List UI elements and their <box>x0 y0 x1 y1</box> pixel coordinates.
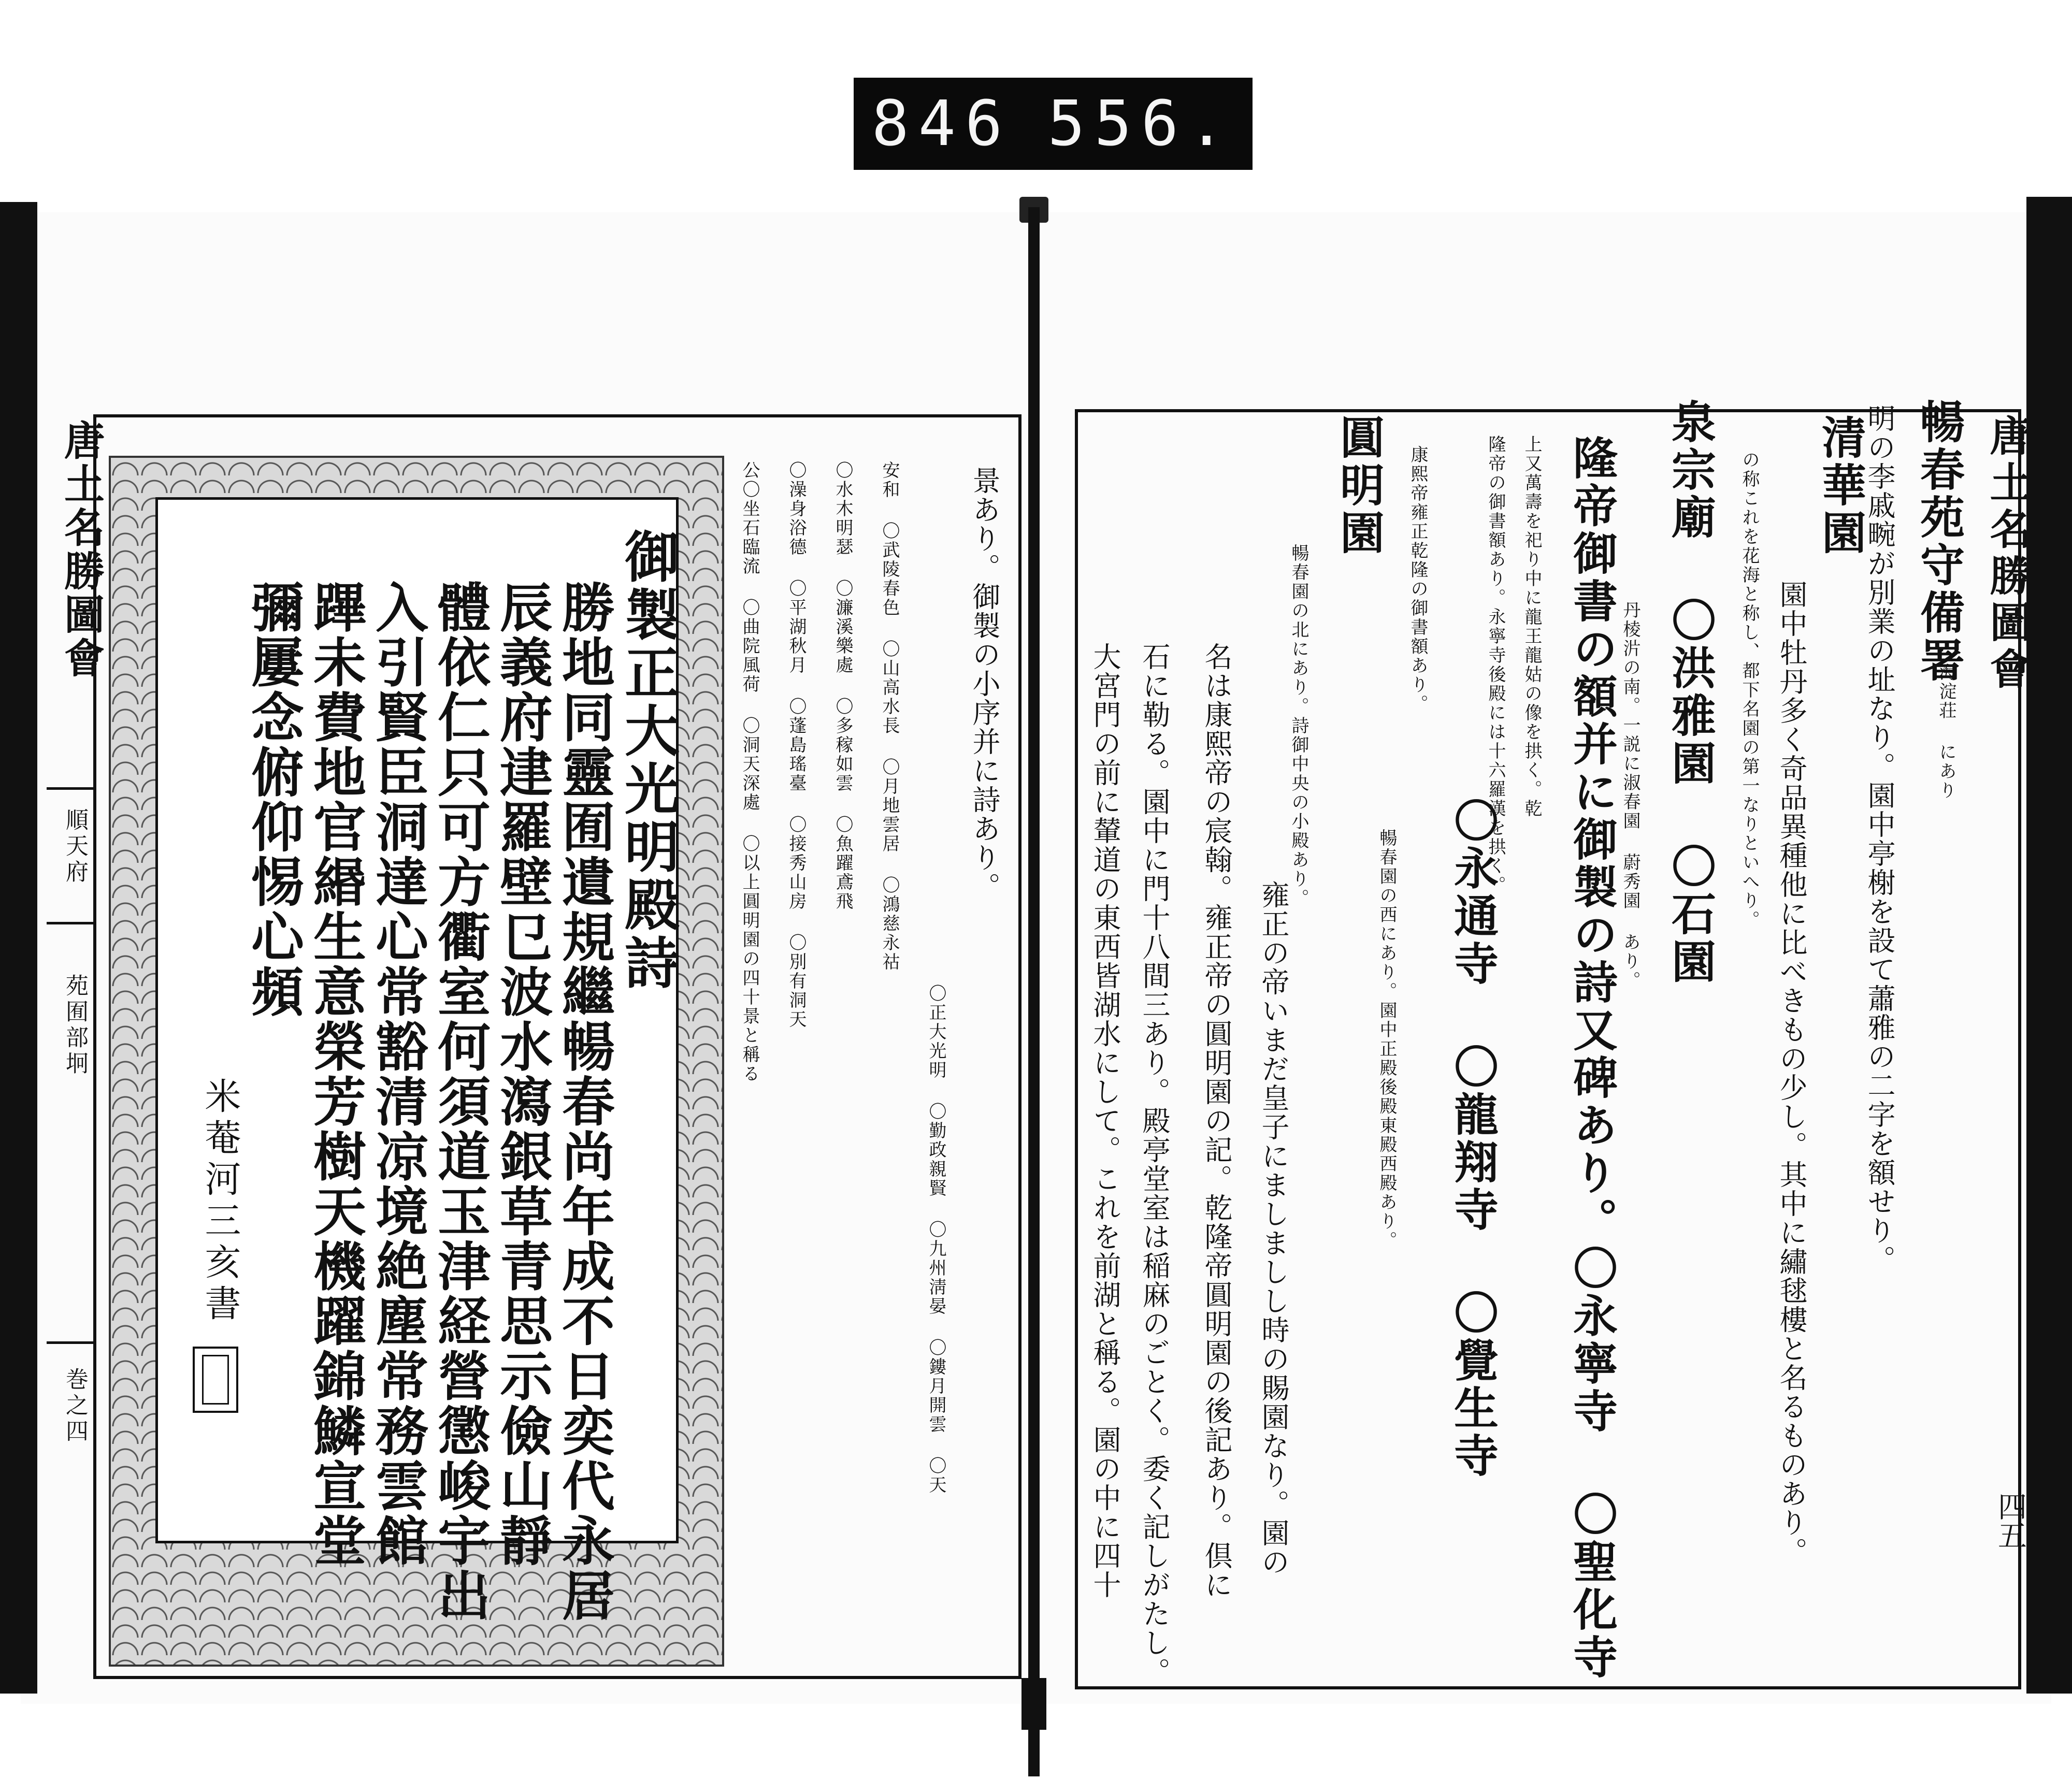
left-book-edge <box>0 202 37 1694</box>
note-line: 安和 〇武陵春色 〇山高水長 〇月地雲居 〇鴻慈永祜 <box>879 461 900 972</box>
margin-divider <box>47 922 94 924</box>
call-number-label <box>854 78 1253 170</box>
heading-qianlong-inscription: 隆帝御書の額并に御製の詩又碑あり。〇永寧寺 〇聖化寺 <box>1565 435 1618 1682</box>
note-line: 〇正大光明 〇勤政親賢 〇九州淸晏 〇鏤月開雲 〇天 <box>926 984 946 1495</box>
call-number-right: 556. <box>1047 88 1235 160</box>
heading-changchun-guard: 暢春苑守備署 <box>1912 399 1965 685</box>
note-line: 〇水木明瑟 〇濂溪樂處 〇多稼如雲 〇魚躍鳶飛 <box>832 461 853 911</box>
body-line: 大宮門の前に輦道の東西皆湖水にして。これを前湖と稱る。園の中に四十 <box>1089 642 1121 1599</box>
poem-title: 御製正大光明殿詩 <box>616 528 681 992</box>
poem-line: 勝地同靈囿遺規繼暢春尚年成不日奕代永居 <box>553 580 615 1623</box>
heading-temples: 〇永通寺 〇龍翔寺 〇覺生寺 <box>1446 798 1499 1480</box>
poem-line: 入引賢臣洞達心常豁清凉境絶塵常務雲館 <box>367 580 429 1568</box>
small-line: 暢春園の西にあり。園中正殿後殿東殿西殿あり。 <box>1376 829 1397 1250</box>
poem-line: 體依仁只可方衢室何須道玉津経營懲峻宇出 <box>429 580 491 1623</box>
small-line: 丹棱沜の南。一説に淑春園 蔚秀園 あり。 <box>1620 601 1641 990</box>
margin-divider <box>47 787 94 790</box>
heading-note: 海淀荘 にあり <box>1936 663 1956 800</box>
book-spine <box>1028 207 1040 1776</box>
heading-yuanming-garden: 圓明園 <box>1332 414 1385 557</box>
right-margin-title: 唐土名勝圖會 <box>1983 414 2032 694</box>
page-number: 四五 <box>1993 1492 2027 1550</box>
small-line: の称これを花海と称し、都下名園の第一なりといへり。 <box>1739 451 1760 930</box>
small-line: 暢春園の北にあり。詩御中央の小殿あり。 <box>1288 544 1309 908</box>
margin-section-gardens: 苑囿部坰 <box>62 974 88 1077</box>
poem-line: 蹕未費地官緡生意榮芳樹天機躍錦鱗宣堂 <box>305 580 367 1568</box>
note-line: 〇澡身浴德 〇平湖秋月 〇蓬島瑤臺 〇接秀山房 〇別有洞天 <box>786 461 807 1029</box>
small-line: 隆帝の御書額あり。永寧寺後殿には十六羅漢を拱く。 <box>1485 435 1506 895</box>
margin-section-province: 順天府 <box>62 808 88 886</box>
heading-quanzong-temple: 泉宗廟 〇洪雅園 〇石園 <box>1664 399 1716 986</box>
seal-stamp <box>193 1347 238 1413</box>
body-line: 石に勒る。園中に門十八間三あり。殿亭堂室は稲麻のごとく。委く記しがたし。 <box>1138 642 1171 1686</box>
left-margin-title: 唐土名勝圖會 <box>57 420 105 681</box>
body-line: 明の李戚畹が別業の址なり。園中亭榭を設て蕭雅の二字を額せり。 <box>1863 404 1896 1274</box>
poem-line: 彌屢念俯仰惕心頻 <box>242 580 305 1019</box>
small-line: 上又萬壽を祀り中に龍王龍姑の像を拱く。乾 <box>1521 435 1542 818</box>
heading-qinghua-garden: 清華園 <box>1814 414 1866 557</box>
note-line: 景あり。御製の小序并に詩あり。 <box>968 466 1001 901</box>
margin-volume: 巻之四 <box>62 1367 88 1445</box>
margin-divider <box>47 1341 94 1344</box>
body-line: 園中牡丹多く奇品異種他に比べきもの少し。其中に繡毬樓と名るものあり。 <box>1775 580 1808 1566</box>
call-number-left: 846 <box>871 88 1012 160</box>
spine-end <box>1021 1678 1046 1730</box>
small-line: 康熙帝雍正乾隆の御書額あり。 <box>1407 445 1428 714</box>
poem-signature: 米菴河三亥書 <box>199 1077 241 1326</box>
note-line: 公〇坐石臨流 〇曲院風荷 〇洞天深處 〇以上圓明園の四十景と稱る <box>739 461 760 1083</box>
poem-line: 辰義府䢖羅壁㔾波水瀉銀草青思示儉山靜 <box>491 580 553 1568</box>
body-line: 名は康熙帝の宸翰。雍正帝の圓明園の記。乾隆帝圓明園の後記あり。倶に <box>1200 642 1233 1599</box>
body-line: 雍正の帝いまだ皇子にましましし時の賜園なり。園の <box>1257 880 1290 1576</box>
